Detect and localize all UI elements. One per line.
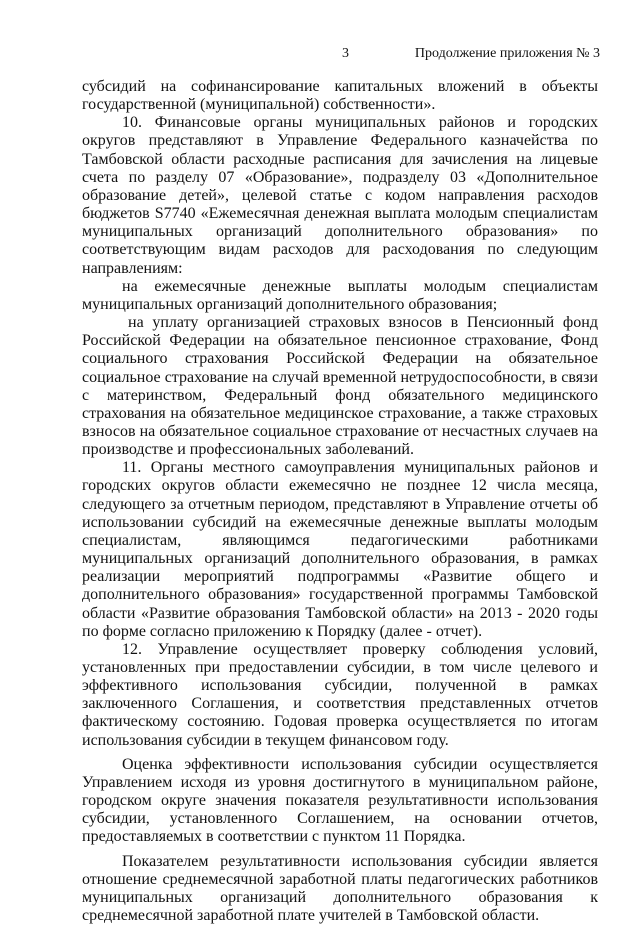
paragraph-11-reports: 11. Органы местного самоуправления муниципальных районов и городских округов области ежемесячно не позднее 12 числа месяца, следующего за отчетным периодом, представляют в Управление отчеты об использовании субсидий на ежемесячные денежные выплаты молодым специалистам, являющимся педагогическими работниками муниципальных организаций дополнительного образования, в рамках реализации мероприятий подпрограммы «Развитие общего и дополнительного образования» государственной программы Тамбовской области «Развитие образования Тамбовской области» на 2013 - 2020 годы по форме согласно приложению к Порядку (далее - отчет).	[82, 459, 598, 640]
paragraph-monthly-payments: на ежемесячные денежные выплаты молодым специалистам муниципальных организаций дополнительного образования;	[82, 277, 598, 313]
paragraph-subsidy-objects: субсидий на софинансирование капитальных вложений в объекты государственной (муниципальной) собственности».	[82, 78, 598, 114]
paragraph-performance-indicator: Показателем результативности использования субсидии является отношение среднемесячной заработной платы педагогических работников муниципальных организаций дополнительного образования к среднемесячной заработной плате учителей в Тамбовской области.	[82, 852, 598, 925]
paragraph-12-verification: 12. Управление осуществляет проверку соблюдения условий, установленных при предоставлении субсидии, в том числе целевого и эффективного использования субсидии, полученной в рамках заключенного Соглашения, и соответствия представленных отчетов фактическому состоянию. Годовая проверка осуществляется по итогам использования субсидии в текущем финансовом году.	[82, 640, 598, 749]
paragraph-10-financial-bodies: 10. Финансовые органы муниципальных районов и городских округов представляют в Управление Федерального казначейства по Тамбовской области расходные расписания для зачисления на лицевые счета по разделу 07 «Образование», подразделу 03 «Дополнительное образование детей», целевой статье с кодом направления расходов бюджетов S7740 «Ежемесячная денежная выплата молодым специалистам муниципальных организаций дополнительного образования» по соответствующим видам расходов для расходования по следующим направлениям:	[82, 114, 598, 277]
paragraph-efficiency-assessment: Оценка эффективности использования субсидии осуществляется Управлением исходя из уровня достигнутого в муниципальном районе, городском округе значения показателя результативности использования субсидии, установленного Соглашением, на основании отчетов, предоставляемых в соответствии с пунктом 11 Порядка.	[82, 755, 598, 846]
document-body	[82, 78, 598, 925]
page-header-continuation: Продолжение приложения № 3	[414, 46, 600, 61]
paragraph-insurance-contributions: на уплату организацией страховых взносов в Пенсионный фонд Российской Федерации на обязательное пенсионное страхование, Фонд социального страхования Российской Федерации на обязательное социальное страхование на случай временной нетрудоспособности, в связи с материнством, Федеральный фонд обязательного медицинского страхования на обязательное медицинское страхование, а также страховых взносов на обязательное социальное страхование от несчастных случаев на производстве и профессиональных заболеваний.	[82, 314, 598, 459]
page-number: 3	[342, 46, 349, 61]
